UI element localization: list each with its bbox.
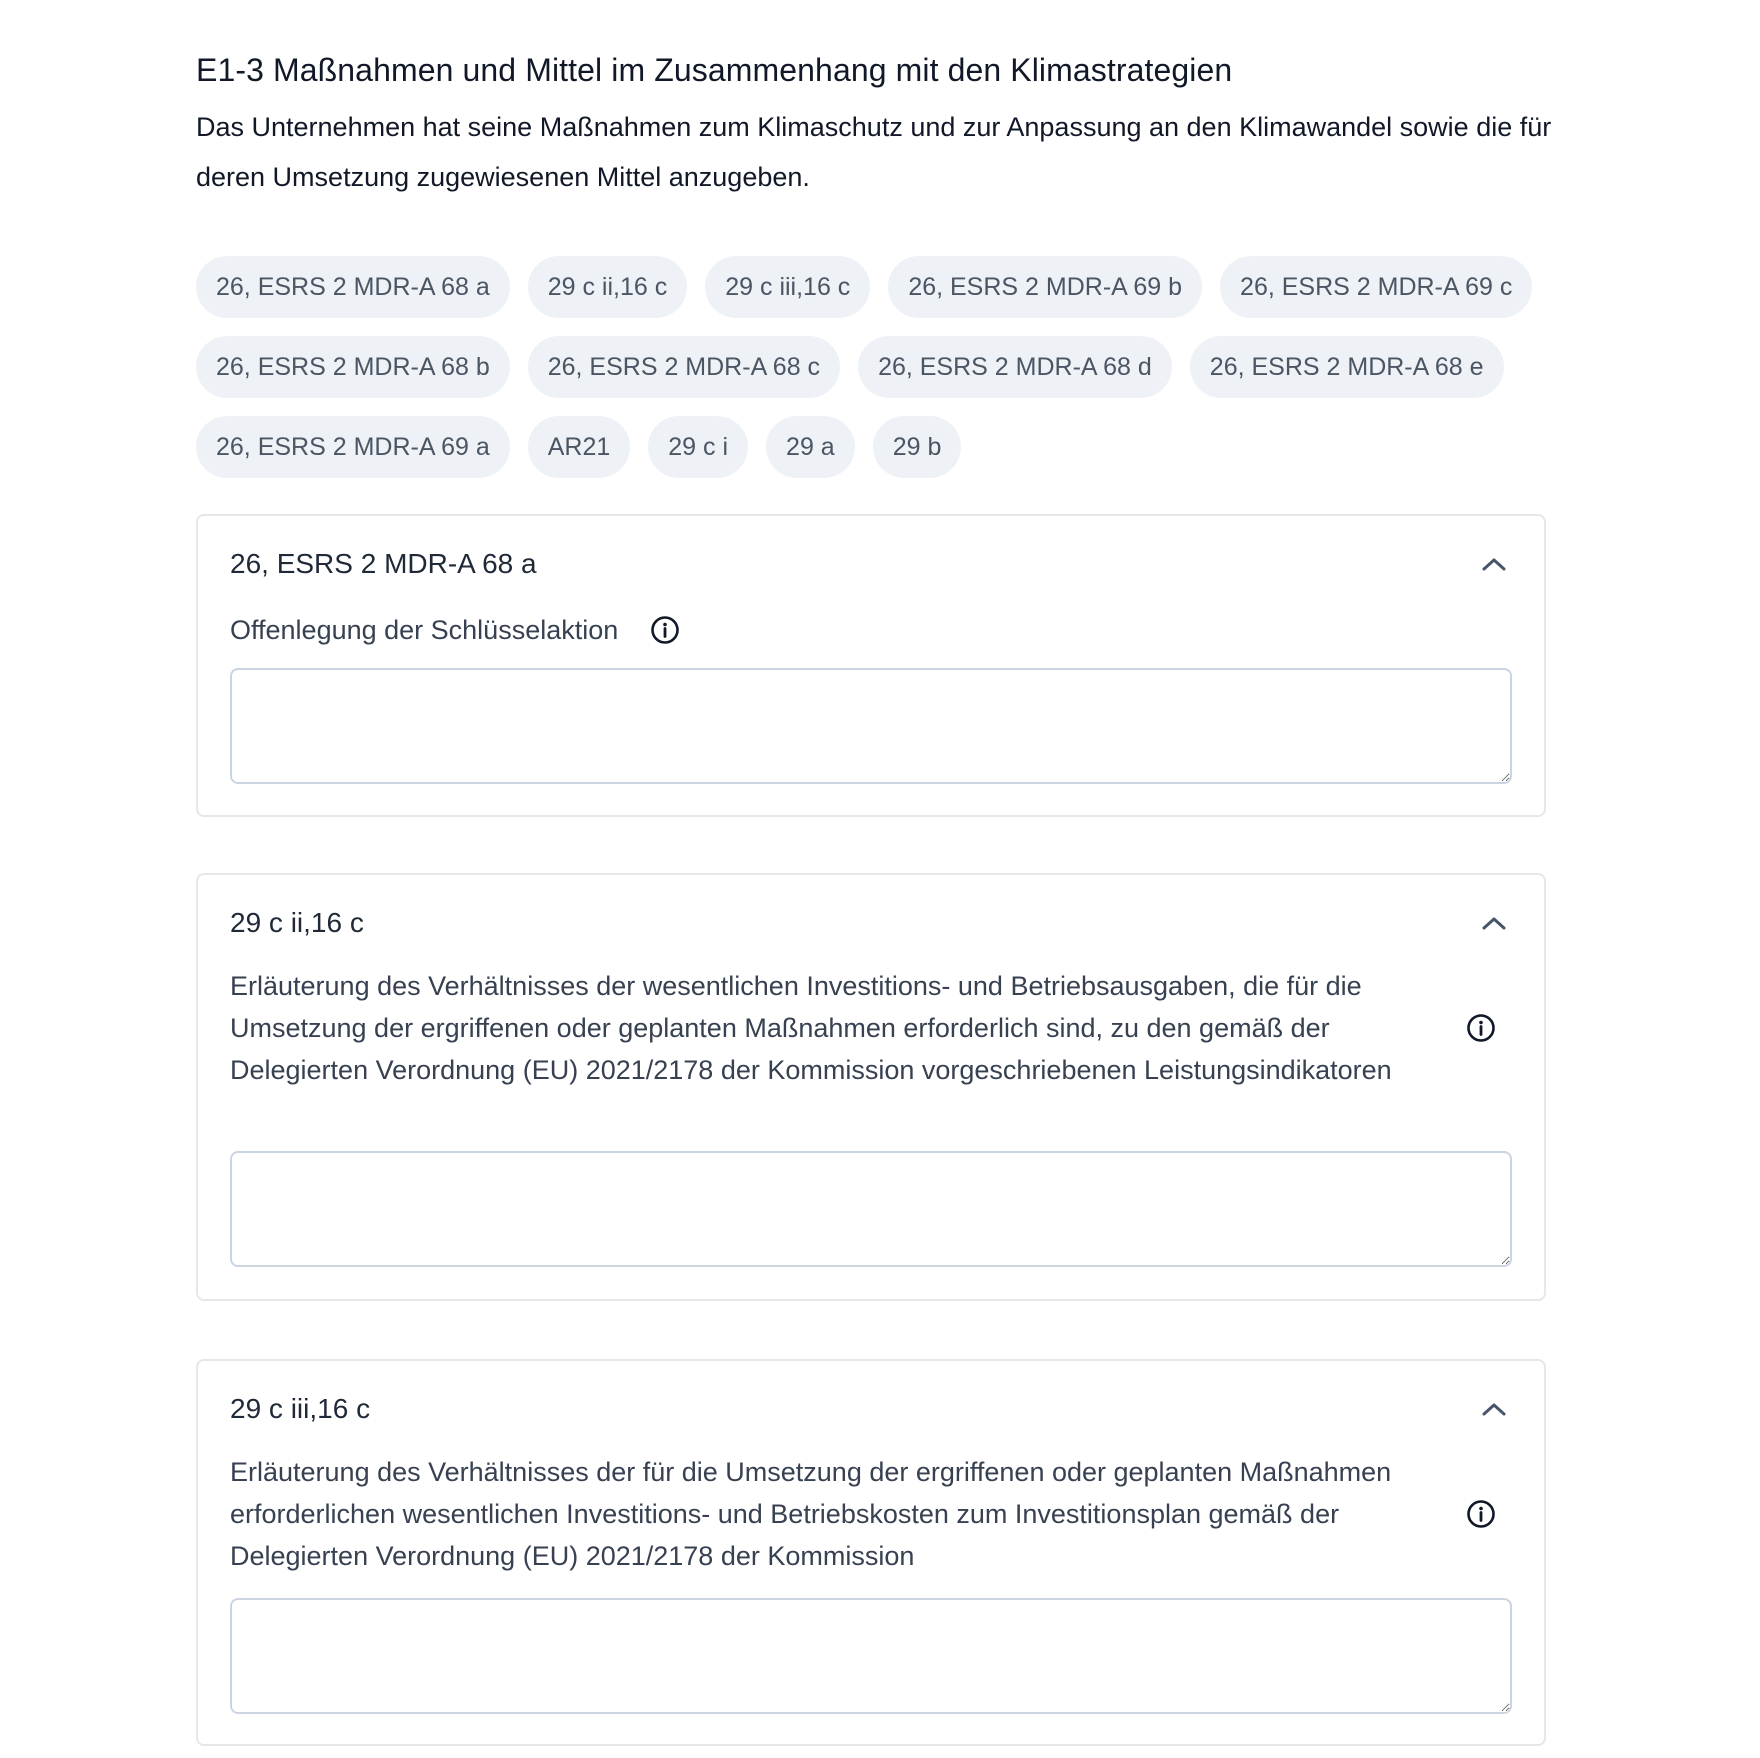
tag-chip[interactable]: 26, ESRS 2 MDR-A 69 a (196, 416, 510, 478)
tag-chip[interactable]: 26, ESRS 2 MDR-A 68 a (196, 256, 510, 318)
disclosure-card (196, 514, 1546, 817)
tag-chip[interactable]: 26, ESRS 2 MDR-A 68 c (528, 336, 840, 398)
field-label: Erläuterung des Verhältnisses der für die Umsetzung der ergriffenen oder geplanten Maßnahmen erforderlichen wesentlichen Investitions- und Betriebskosten zum Investitionsplan gemäß der Delegierten Verordnung (EU) 2021/2178 der Kommission (230, 1457, 1392, 1571)
card-header[interactable] (230, 901, 1512, 945)
tag-chip[interactable]: 29 c ii,16 c (528, 256, 688, 318)
tag-chip[interactable]: 26, ESRS 2 MDR-A 69 c (1220, 256, 1532, 318)
field-label: Erläuterung des Verhältnisses der wesentlichen Investitions- und Betriebsausgaben, die für die Umsetzung der ergriffenen oder geplanten Maßnahmen erforderlich sind, zu den gemäß der Delegierten Verordnung (EU) 2021/2178 der Kommission vorgeschriebenen Leistungsindikatoren (230, 971, 1392, 1085)
tag-chip[interactable]: 26, ESRS 2 MDR-A 69 b (888, 256, 1202, 318)
main-content (196, 0, 1552, 478)
field-label: Offenlegung der Schlüsselaktion (230, 615, 619, 645)
field-label-row (230, 609, 1512, 651)
card-header[interactable] (230, 1387, 1512, 1431)
disclosure-card (196, 873, 1546, 1301)
field-label-row (230, 1451, 1512, 1577)
tag-chip[interactable]: 29 a (766, 416, 855, 478)
tag-chip[interactable]: 29 c i (648, 416, 748, 478)
card-title: 29 c ii,16 c (230, 907, 364, 938)
disclosure-text-field[interactable] (230, 1598, 1512, 1714)
disclosure-card (196, 1359, 1546, 1746)
tag-chip[interactable]: 26, ESRS 2 MDR-A 68 e (1190, 336, 1504, 398)
card-title: 29 c iii,16 c (230, 1393, 371, 1424)
tag-chip[interactable]: 26, ESRS 2 MDR-A 68 b (196, 336, 510, 398)
page-description: Das Unternehmen hat seine Maßnahmen zum Klimaschutz und zur Anpassung an den Klimawandel sowie die für deren Umsetzung zugewiesenen Mittel anzugeben. (196, 112, 1552, 192)
page-title: E1-3 Maßnahmen und Mittel im Zusammenhang mit den Klimastrategien (196, 52, 1233, 88)
chevron-up-icon[interactable] (1476, 1391, 1512, 1427)
card-header[interactable] (230, 542, 1512, 586)
disclosure-text-field[interactable] (230, 1151, 1512, 1267)
tag-chip[interactable]: 29 b (873, 416, 962, 478)
tag-chip[interactable]: 29 c iii,16 c (705, 256, 870, 318)
info-icon[interactable] (650, 615, 680, 645)
card-title: 26, ESRS 2 MDR-A 68 a (230, 548, 537, 579)
field-label-row (230, 965, 1512, 1091)
tag-chip[interactable]: AR21 (528, 416, 631, 478)
info-icon[interactable] (1466, 1499, 1496, 1529)
tag-chip[interactable]: 26, ESRS 2 MDR-A 68 d (858, 336, 1172, 398)
chevron-up-icon[interactable] (1476, 905, 1512, 941)
info-icon[interactable] (1466, 1013, 1496, 1043)
chevron-up-icon[interactable] (1476, 546, 1512, 582)
tag-list (196, 256, 1556, 478)
disclosure-text-field[interactable] (230, 668, 1512, 784)
